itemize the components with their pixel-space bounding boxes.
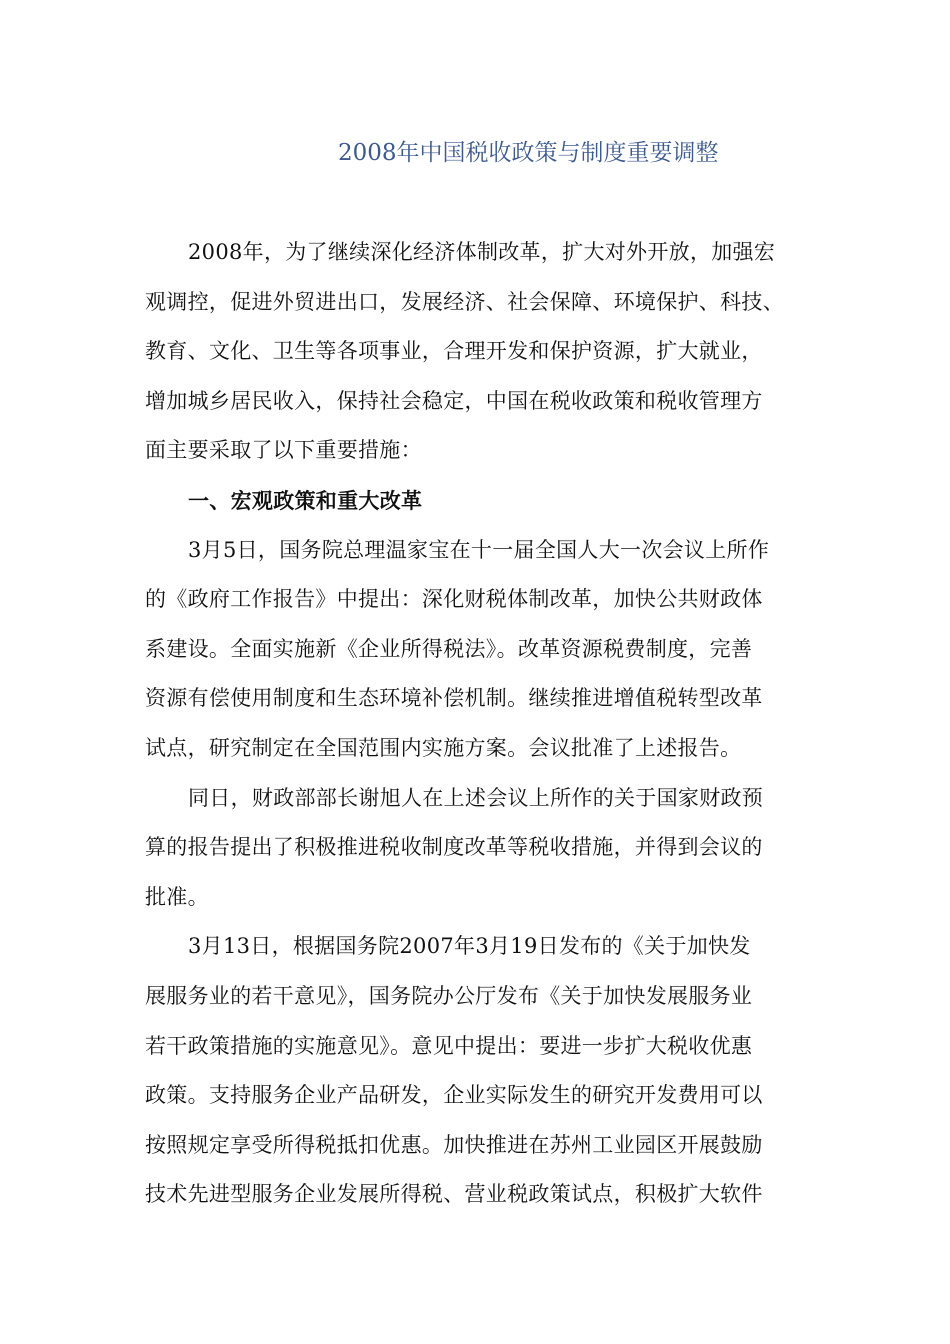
- paragraph-line: 同日，财政部部长谢旭人在上述会议上所作的关于国家财政预: [188, 785, 764, 810]
- paragraph-line: 2008年，为了继续深化经济体制改革，扩大对外开放，加强宏: [188, 240, 776, 264]
- document-body: [145, 228, 825, 1220]
- paragraph-line: 试点，研究制定在全国范围内实施方案。会议批准了上述报告。: [145, 735, 742, 760]
- paragraph-line: 若干政策措施的实施意见》。意见中提出：要进一步扩大税收优惠: [145, 1033, 753, 1058]
- paragraph-line: 展服务业的若干意见》，国务院办公厅发布《关于加快发展服务业: [145, 983, 753, 1008]
- paragraph-line: 3月13日，根据国务院2007年3月19日发布的《关于加快发: [188, 934, 751, 959]
- paragraph-line: 资源有偿使用制度和生态环境补偿机制。继续推进增值税转型改革: [145, 686, 763, 711]
- paragraph-line: 面主要采取了以下重要措施：: [145, 438, 422, 463]
- document-title: 2008年中国税收政策与制度重要调整: [338, 140, 719, 166]
- paragraph-line: 技术先进型服务企业发展所得税、营业税政策试点，积极扩大软件: [145, 1182, 763, 1207]
- paragraph-line: 政策。支持服务企业产品研发，企业实际发生的研究开发费用可以: [145, 1083, 763, 1108]
- paragraph-line: 批准。: [145, 884, 209, 909]
- paragraph-line: 3月5日，国务院总理温家宝在十一届全国人大一次会议上所作: [188, 537, 770, 562]
- paragraph-line: 的《政府工作报告》中提出：深化财税体制改革，加快公共财政体: [145, 587, 763, 612]
- paragraph-line: 增加城乡居民收入，保持社会稳定，中国在税收政策和税收管理方: [145, 388, 763, 413]
- paragraph-line: 按照规定享受所得税抵扣优惠。加快推进在苏州工业园区开展鼓励: [145, 1132, 763, 1157]
- paragraph-line: 算的报告提出了积极推进税收制度改革等税收措施，并得到会议的: [145, 835, 763, 860]
- paragraph-line: 教育、文化、卫生等各项事业，合理开发和保护资源，扩大就业，: [145, 339, 763, 364]
- paragraph-line: 观调控，促进外贸进出口，发展经济、社会保障、环境保护、科技、: [145, 289, 784, 314]
- section-heading: 一、宏观政策和重大改革: [188, 487, 423, 513]
- paragraph-line: 系建设。全面实施新《企业所得税法》。改革资源税费制度，完善: [145, 636, 753, 661]
